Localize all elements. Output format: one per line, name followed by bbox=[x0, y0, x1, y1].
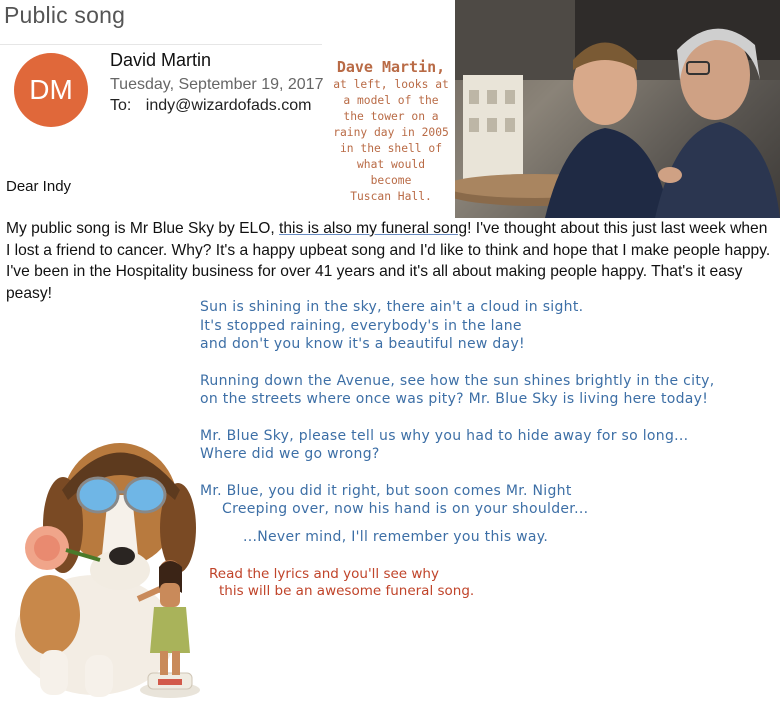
body-text-end: ! I've thought about this just last week when I lost a friend to cancer. Why? It's a happy upbeat song and I'd like to think and hope that I make people happy. I've been in the Hospitality business for over 41 years and it's all about making people happy. That's it easy peasy! bbox=[6, 220, 771, 302]
email-date: Tuesday, September 19, 2017 bbox=[110, 76, 324, 93]
to-label: To: bbox=[110, 97, 132, 114]
recipient-address[interactable]: indy@wizardofads.com bbox=[145, 97, 312, 114]
note-line: Read the lyrics and you'll see why bbox=[209, 566, 439, 582]
avatar[interactable]: DM bbox=[14, 53, 88, 127]
lyric-line: on the streets where once was pity? Mr. Blue Sky is living here today! bbox=[200, 391, 709, 407]
lyric-line: Creeping over, now his hand is on your shoulder... bbox=[222, 501, 589, 517]
lyric-line: Mr. Blue Sky, please tell us why you had to hide away for so long... bbox=[200, 427, 689, 444]
lyrics-stanza bbox=[200, 298, 770, 354]
lyric-line: and don't you know it's a beautiful new day! bbox=[200, 336, 525, 352]
lyric-line: It's stopped raining, everybody's in the lane bbox=[200, 317, 522, 334]
lyric-line: Running down the Avenue, see how the sun shines brightly in the city, bbox=[200, 372, 715, 389]
note-line: this will be an awesome funeral song. bbox=[219, 583, 475, 599]
lyric-line: Sun is shining in the sky, there ain't a cloud in sight. bbox=[200, 299, 584, 315]
lyric-line: ...Never mind, I'll remember you this way. bbox=[243, 528, 549, 545]
header-divider bbox=[0, 44, 322, 45]
lyrics-stanza bbox=[200, 372, 770, 409]
caption-name: Dave Martin, bbox=[336, 58, 446, 76]
email-body bbox=[6, 218, 776, 304]
lyric-line: Mr. Blue, you did it right, but soon comes Mr. Night bbox=[200, 482, 572, 499]
caption-line: in the shell of bbox=[339, 142, 443, 155]
caption-line: become bbox=[370, 174, 412, 187]
caption-line: rainy day in 2005 bbox=[333, 126, 449, 139]
caption-line: the tower on a bbox=[343, 110, 439, 123]
body-text-start: My public song is Mr Blue Sky by ELO, bbox=[6, 220, 279, 237]
sender-name[interactable]: David Martin bbox=[110, 50, 212, 70]
lyrics-stanza bbox=[200, 482, 770, 547]
funeral-song-highlight: this is also my funeral song bbox=[279, 220, 468, 237]
lyrics-stanza bbox=[200, 427, 770, 464]
caption-line: a model of the bbox=[343, 94, 439, 107]
caption-line: at left, looks at bbox=[333, 78, 449, 91]
song-lyrics bbox=[200, 298, 770, 564]
lyric-line: Where did we go wrong? bbox=[200, 446, 380, 462]
photo-caption bbox=[332, 58, 450, 205]
tower-model-photo bbox=[455, 0, 780, 218]
email-subject: Public song bbox=[4, 2, 126, 28]
caption-line: what would bbox=[356, 158, 425, 171]
hula-dancer-figurine bbox=[130, 555, 210, 700]
email-greeting: Dear Indy bbox=[6, 178, 72, 195]
caption-line: Tuscan Hall. bbox=[350, 190, 432, 203]
recipient-row bbox=[110, 97, 311, 115]
funeral-song-note bbox=[209, 566, 474, 600]
